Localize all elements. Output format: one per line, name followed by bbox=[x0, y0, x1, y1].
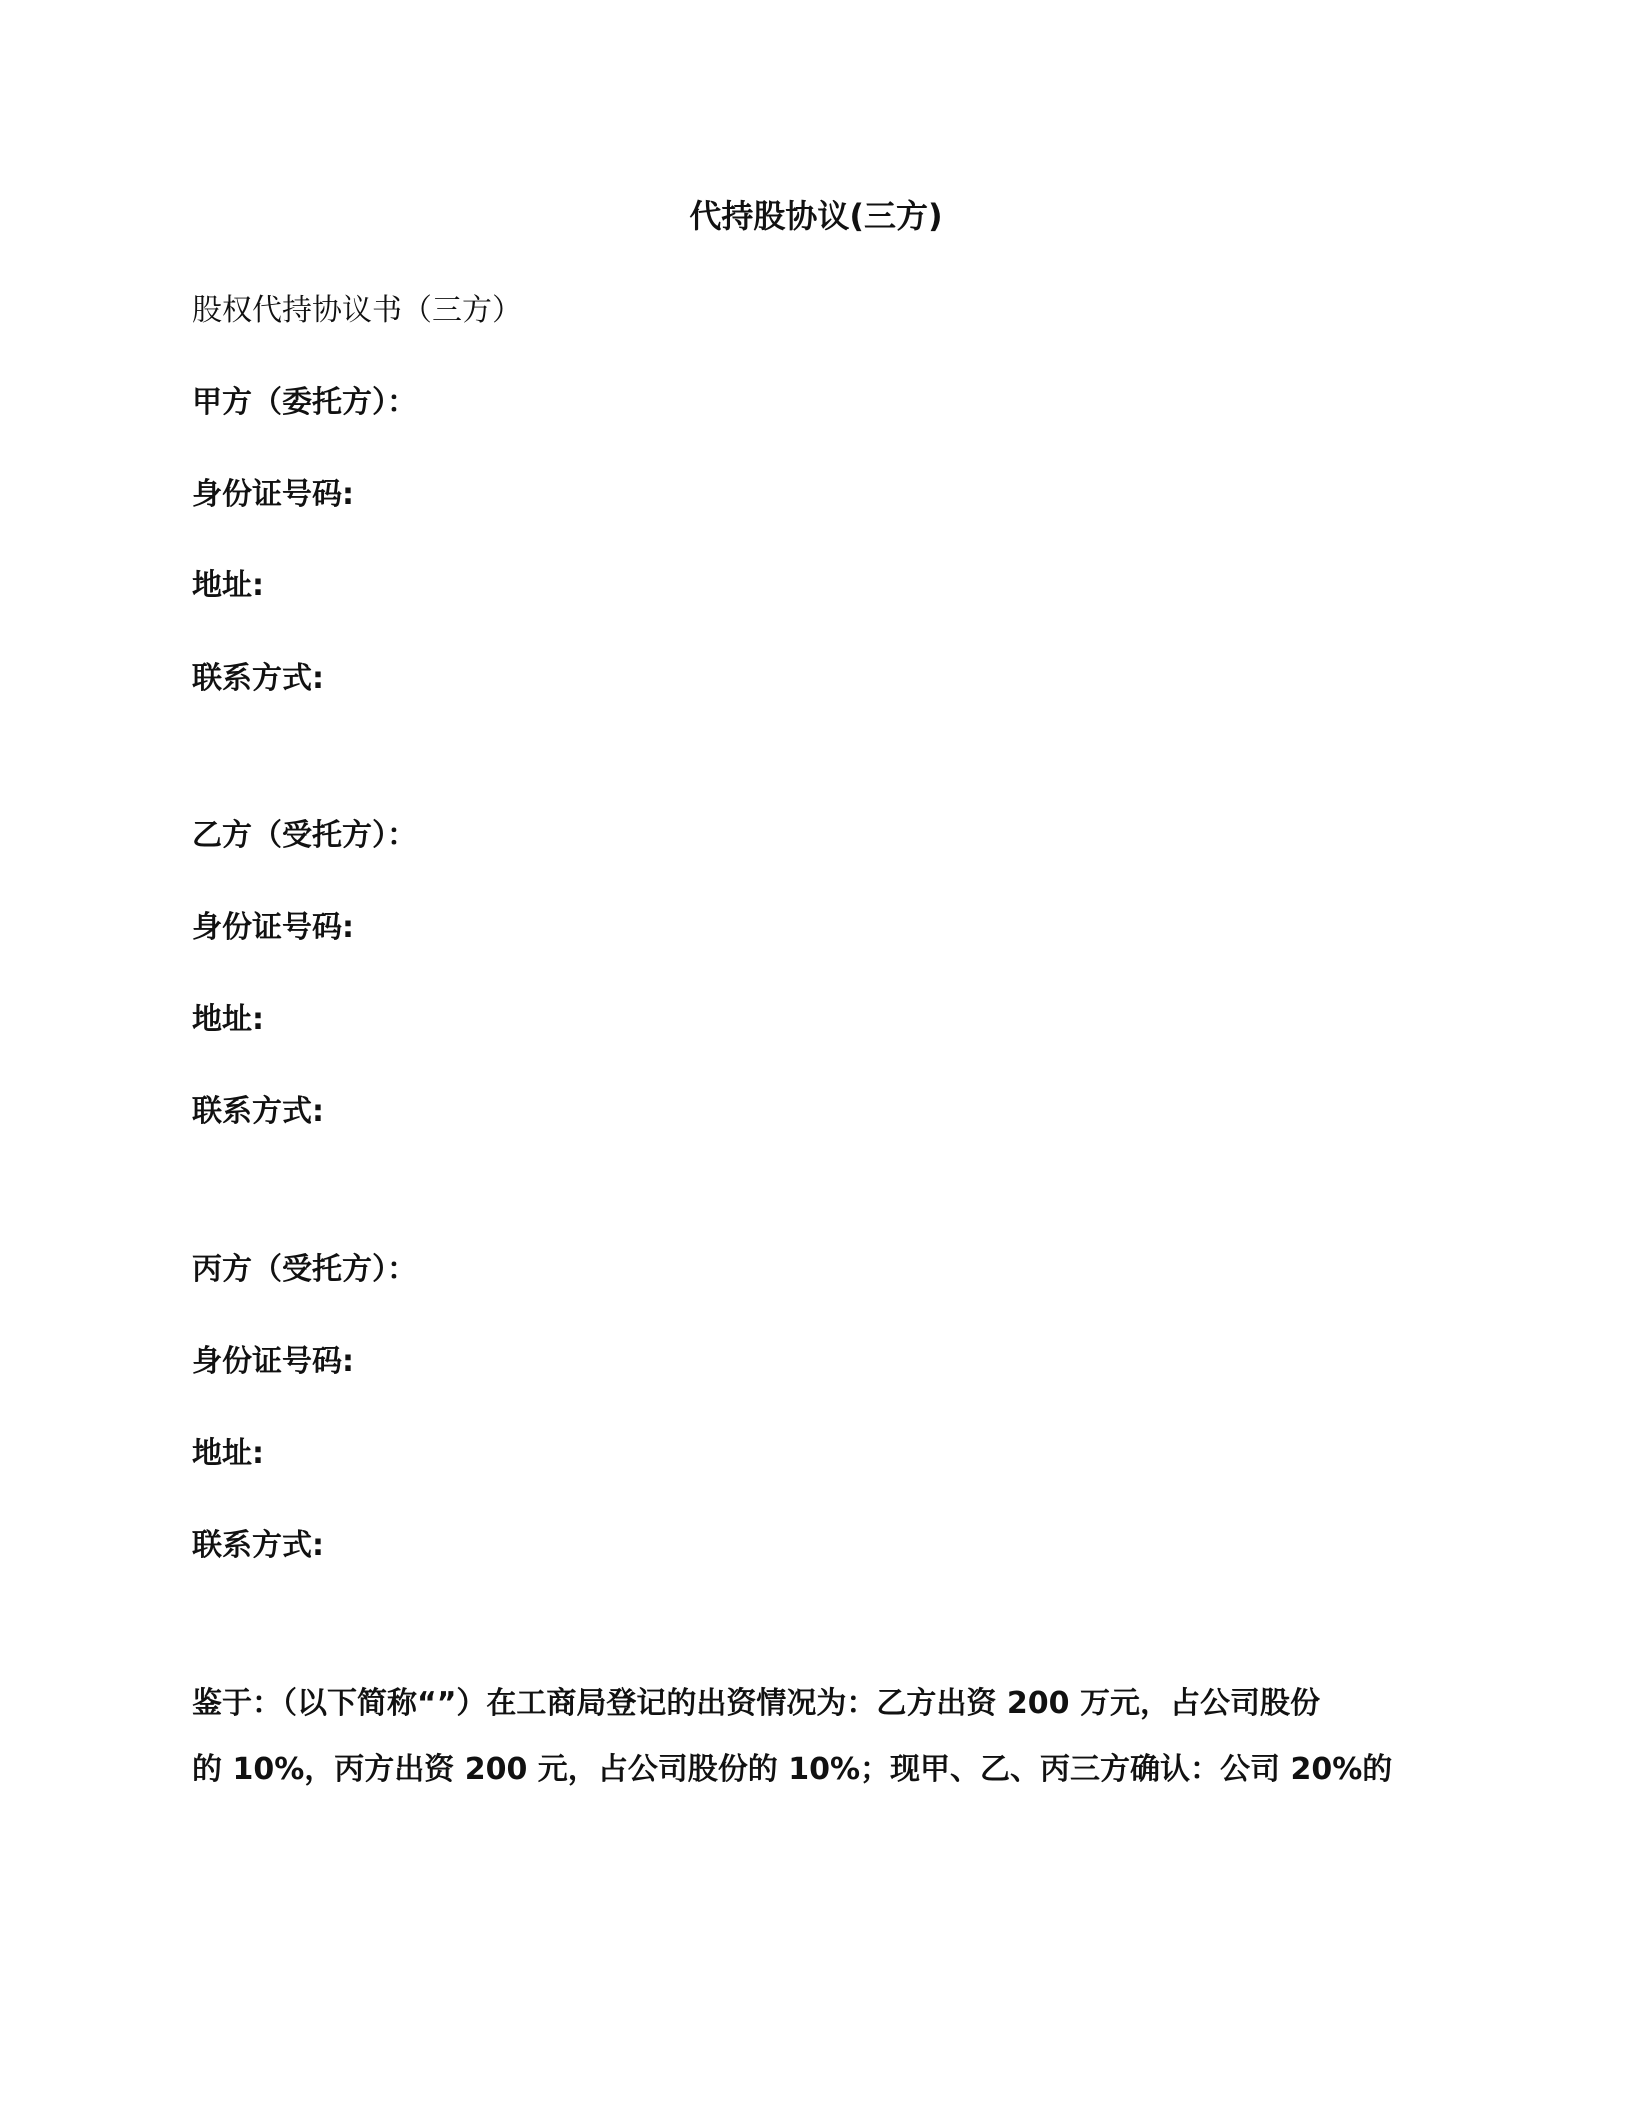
document-title: 代持股协议(三方) bbox=[689, 197, 943, 235]
party-a-id-label: 身份证号码: bbox=[192, 477, 354, 512]
document-subtitle: 股权代持协议书（三方） bbox=[192, 293, 522, 328]
party-b-heading: 乙方（受托方）： bbox=[192, 818, 417, 853]
party-a-heading: 甲方（委托方）： bbox=[192, 385, 417, 420]
party-c-heading: 丙方（受托方）： bbox=[192, 1252, 417, 1287]
party-c-address-label: 地址: bbox=[192, 1436, 264, 1471]
party-a-contact-label: 联系方式: bbox=[192, 661, 324, 696]
party-c-id-label: 身份证号码: bbox=[192, 1344, 354, 1379]
recital-line-1: 鉴于：（以下简称“”）在工商局登记的出资情况为：乙方出资 200 万元，占公司股份 bbox=[192, 1686, 1320, 1721]
party-b-id-label: 身份证号码: bbox=[192, 910, 354, 945]
party-a-address-label: 地址: bbox=[192, 568, 264, 603]
party-c-contact-label: 联系方式: bbox=[192, 1528, 324, 1563]
party-b-contact-label: 联系方式: bbox=[192, 1094, 324, 1129]
recital-line-2: 的 10%，丙方出资 200 元，占公司股份的 10%；现甲、乙、丙三方确认：公司 20%的 bbox=[192, 1752, 1393, 1787]
party-b-address-label: 地址: bbox=[192, 1002, 264, 1037]
